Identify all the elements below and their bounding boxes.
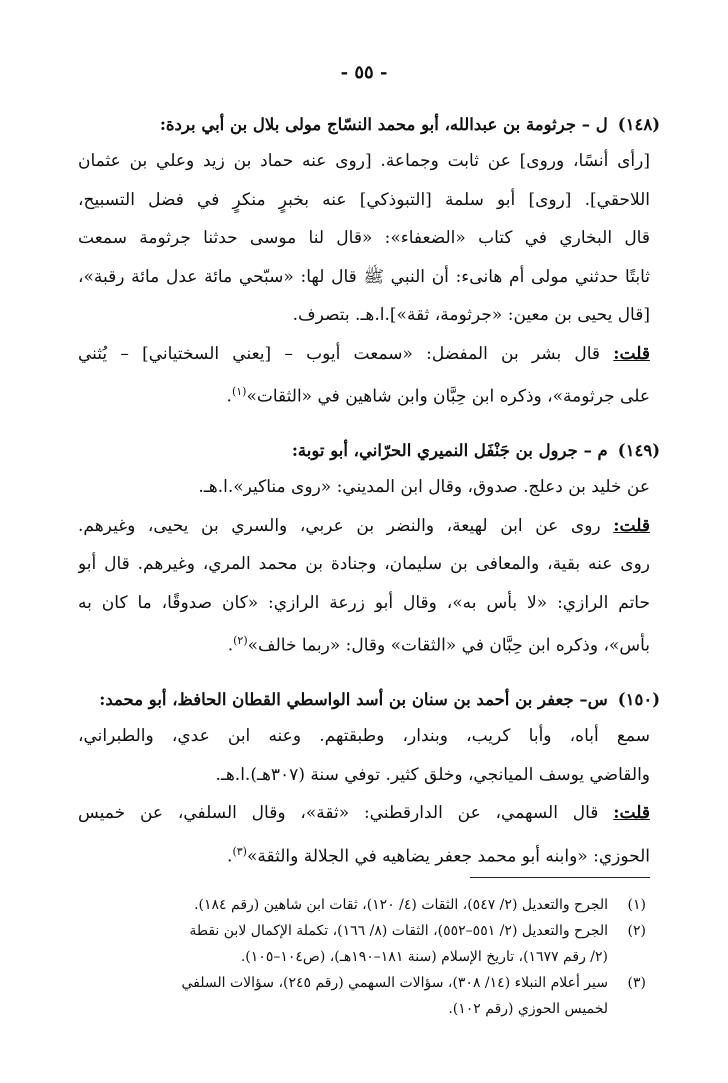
footnote-1 xyxy=(78,892,646,918)
footnote-number: (٣) xyxy=(627,975,646,991)
qult-line: الحوزي: «وابنه أبو محمد جعفر يضاهيه في الجلالة والثقة»$^{(٣)}$. xyxy=(227,844,650,867)
qult-label: قلت: xyxy=(613,343,650,364)
footnote-ref[interactable]: (٢) xyxy=(233,634,248,648)
qult-line: بأس»، وذكره ابن حِبَّان في «الثقات» وقال: «ربما خالف»$^{(٢)}$. xyxy=(227,634,650,656)
qult-line: روى عنه بقية، والمعافى بن سليمان، وجنادة بن محمد المري، وغيرهم. قال أبو xyxy=(78,554,650,575)
body-line: قال البخاري في كتاب «الضعفاء»: «قال لنا موسى حدثنا جرثومة سمعت xyxy=(78,228,650,248)
footnote-line: الجرح والتعديل (٢/ ٥٥١–٥٥٢)، الثقات (٨/ ١٦٦)، تكملة الإكمال لابن نقطة xyxy=(189,923,608,939)
footnote-2 xyxy=(78,918,646,970)
qult-text: روى عن ابن لهيعة، والنضر بن عربي، والسري بن يحيى، وغيرهم. xyxy=(78,515,614,536)
qult-text: بأس»، وذكره ابن حِبَّان في «الثقات» وقال: «ربما خالف» xyxy=(247,635,650,656)
footnote-line: الجرح والتعديل (٢/ ٥٤٧)، الثقات (٤/ ١٢٠)، ثقات ابن شاهين (رقم ١٨٤). xyxy=(194,897,608,913)
body-line: اللاحقي]. [روى] أبو سلمة [التبوذكي] عنه بخبرٍ منكرٍ في فضل التسبيح، xyxy=(78,189,650,210)
footnote-line: سير أعلام النبلاء (١٤/ ٣٠٨)، سؤالات السهمي (رقم ٢٤٥)، سؤالات السلفي xyxy=(181,975,608,991)
qult-label: قلت: xyxy=(613,803,650,824)
footnote-number: (٢) xyxy=(627,923,646,939)
body-line: عن خليد بن دعلج. صدوق، وقال ابن المديني: «روى مناكير».ا.هـ. xyxy=(198,477,650,498)
footnote-line: (٢/ رقم ١٦٧٧)، تاريخ الإسلام (سنة ١٨١–١٩٠هـ)، (ص١٠٤–١٠٥). xyxy=(240,949,608,965)
entry-number: (١٥٠) xyxy=(617,690,660,710)
entry-148 xyxy=(78,108,660,416)
footnotes xyxy=(78,892,646,1022)
page-number: - ٥٥ - xyxy=(340,62,388,83)
footnote-ref[interactable]: (١) xyxy=(231,385,247,398)
qult-text: على جرثومة»، وذكره ابن حِبَّان وابن شاهين في «الثقات» xyxy=(246,386,650,407)
entry-title: ل – جرثومة بن عبدالله، أبو محمد النسّاج مولى بلال بن أبي بردة: xyxy=(159,115,608,134)
footnote-line: لخميس الحوزي (رقم ١٠٢). xyxy=(448,1001,608,1017)
entry-150 xyxy=(78,683,660,876)
qult-line xyxy=(78,507,650,546)
body-line: [قال يحيى بن معين: «جرثومة، ثقة»].ا.هـ. بتصرف. xyxy=(292,305,650,325)
footnote-number: (١) xyxy=(627,897,646,913)
entry-149 xyxy=(78,434,660,665)
entry-title: س– جعفر بن أحمد بن سنان بن أسد الواسطي القطان الحافظ، أبو محمد: xyxy=(99,690,608,710)
body-line: ثابتًا حدثني مولى أم هانىء: أن النبي ﷺ قال لها: «سبّحي مائة عدل مائة رقبة»، xyxy=(78,266,650,287)
entry-number: (١٤٨) xyxy=(617,115,660,134)
body-line: سمع أباه، وأبا كريب، وبندار، وطبقتهم. وعنه ابن عدي، والطبراني، xyxy=(78,726,650,747)
qult-line xyxy=(78,335,650,374)
entry-title: م – جرول بن جَنْفَل النميري الحرّاني، أبو توبة: xyxy=(291,441,608,461)
entry-heading xyxy=(78,683,660,717)
body-line: والقاضي يوسف الميانجي، وخلق كثير. توفي سنة (٣٠٧هـ).ا.هـ. xyxy=(215,764,650,785)
body-line: [رأى أنسًا، وروى] عن ثابت وجماعة. [روى عنه حماد بن زيد وعلي بن عثمان xyxy=(78,151,650,171)
qult-label: قلت: xyxy=(613,515,650,536)
footnote-3 xyxy=(78,970,646,1022)
entry-heading xyxy=(78,108,660,142)
entry-number: (١٤٩) xyxy=(617,441,660,461)
qult-line: حاتم الرازي: «لا بأس به»، وقال أبو زرعة الرازي: «كان صدوقًا، ما كان به xyxy=(78,592,650,613)
entries xyxy=(78,108,660,894)
entry-heading xyxy=(78,434,660,468)
footnote-text xyxy=(78,918,608,970)
footnote-text xyxy=(78,970,608,1022)
qult-text: قال بشر بن المفضل: «سمعت أيوب – [يعني السختياني] – يُثني xyxy=(78,343,614,364)
qult-text: قال السهمي، عن الدارقطني: «ثقة»، وقال السلفي، عن خميس xyxy=(78,803,614,824)
footnote-divider xyxy=(470,877,650,878)
footnote-text xyxy=(78,892,608,918)
qult-line xyxy=(78,794,650,833)
qult-text: الحوزي: «وابنه أبو محمد جعفر يضاهيه في الجلالة والثقة» xyxy=(246,846,650,867)
qult-line: على جرثومة»، وذكره ابن حِبَّان وابن شاهين في «الثقات»$^{(١)}$. xyxy=(226,385,650,407)
footnote-ref[interactable]: (٣) xyxy=(232,844,247,858)
